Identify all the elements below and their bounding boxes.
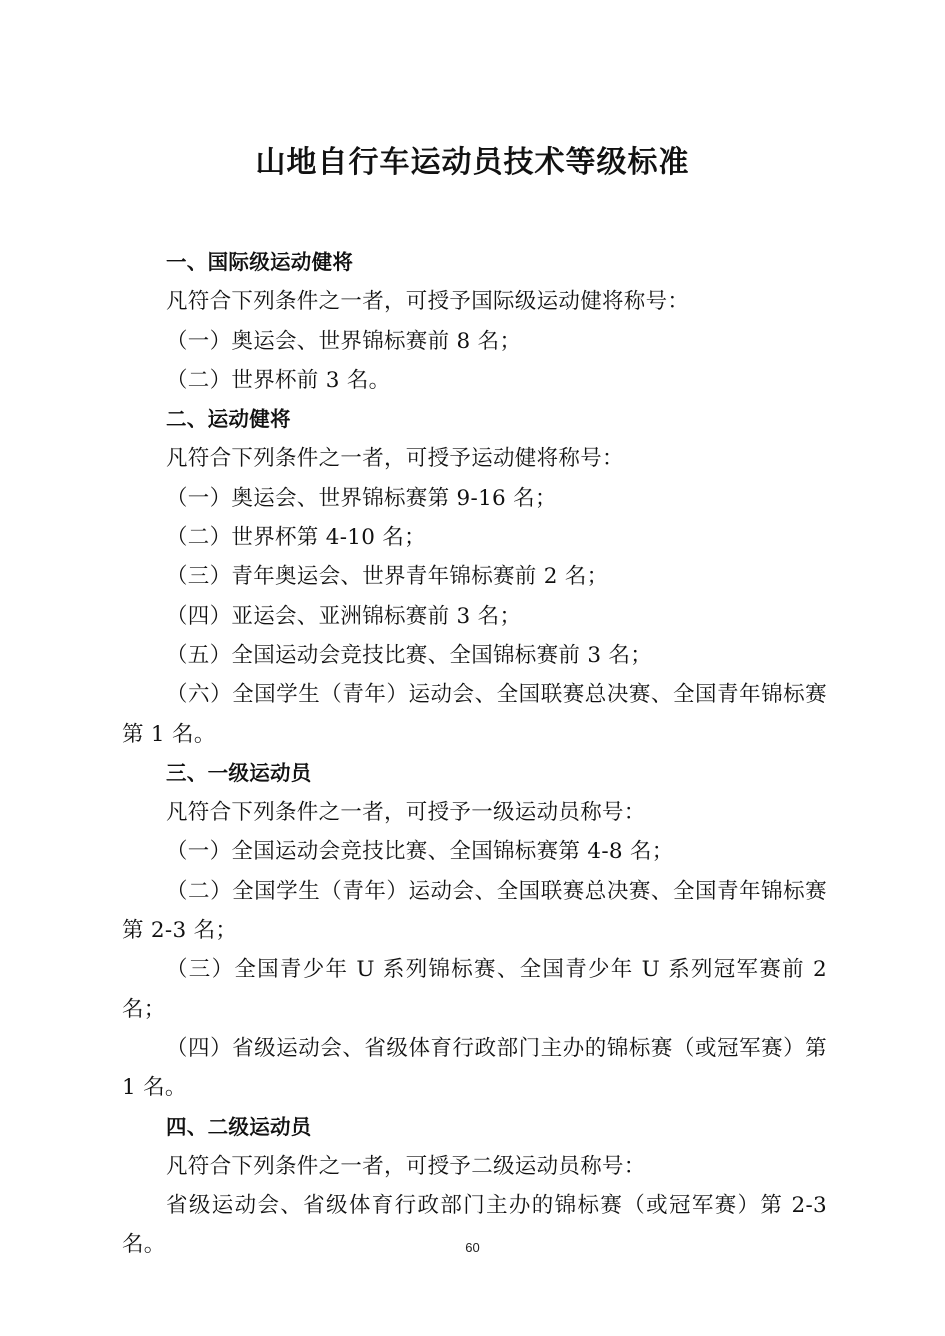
paragraph: （一）全国运动会竞技比赛、全国锦标赛第 4-8 名； <box>166 839 674 865</box>
section-heading: 二、运动健将 <box>166 407 291 432</box>
paragraph: 省级运动会、省级体育行政部门主办的锦标赛（或冠军赛）第 2-3 名。 <box>122 1193 827 1258</box>
section-heading: 三、一级运动员 <box>166 760 312 785</box>
paragraph: （四）省级运动会、省级体育行政部门主办的锦标赛（或冠军赛）第 1 名。 <box>122 1035 827 1101</box>
paragraph: （三）青年奥运会、世界青年锦标赛前 2 名； <box>166 564 609 590</box>
paragraph: （二）全国学生（青年）运动会、全国联赛总决赛、全国青年锦标赛第 2-3 名； <box>122 878 827 944</box>
paragraph: 凡符合下列条件之一者，可授予二级运动员称号： <box>166 1153 646 1179</box>
paragraph: （三）全国青少年 U 系列锦标赛、全国青少年 U 系列冠军赛前 2 名； <box>122 957 827 1022</box>
paragraph: （二）世界杯前 3 名。 <box>166 367 391 393</box>
paragraph: （一）奥运会、世界锦标赛前 8 名； <box>166 328 522 354</box>
section-heading: 一、国际级运动健将 <box>166 250 354 274</box>
paragraph: （四）亚运会、亚洲锦标赛前 3 名； <box>166 603 522 629</box>
paragraph: 凡符合下列条件之一者，可授予运动健将称号： <box>166 446 624 472</box>
paragraph: 凡符合下列条件之一者，可授予一级运动员称号： <box>166 800 646 826</box>
paragraph: （六）全国学生（青年）运动会、全国联赛总决赛、全国青年锦标赛第 1 名。 <box>122 682 827 747</box>
section-heading: 四、二级运动员 <box>166 1114 312 1139</box>
document-title: 山地自行车运动员技术等级标准 <box>255 145 690 180</box>
document-body <box>122 243 827 1265</box>
paragraph: （五）全国运动会竞技比赛、全国锦标赛前 3 名； <box>166 642 653 668</box>
page-number: 60 <box>465 1240 480 1255</box>
paragraph: 凡符合下列条件之一者，可授予国际级运动健将称号： <box>166 289 690 315</box>
paragraph: （一）奥运会、世界锦标赛第 9-16 名； <box>166 485 557 511</box>
paragraph: （二）世界杯第 4-10 名； <box>166 525 426 551</box>
